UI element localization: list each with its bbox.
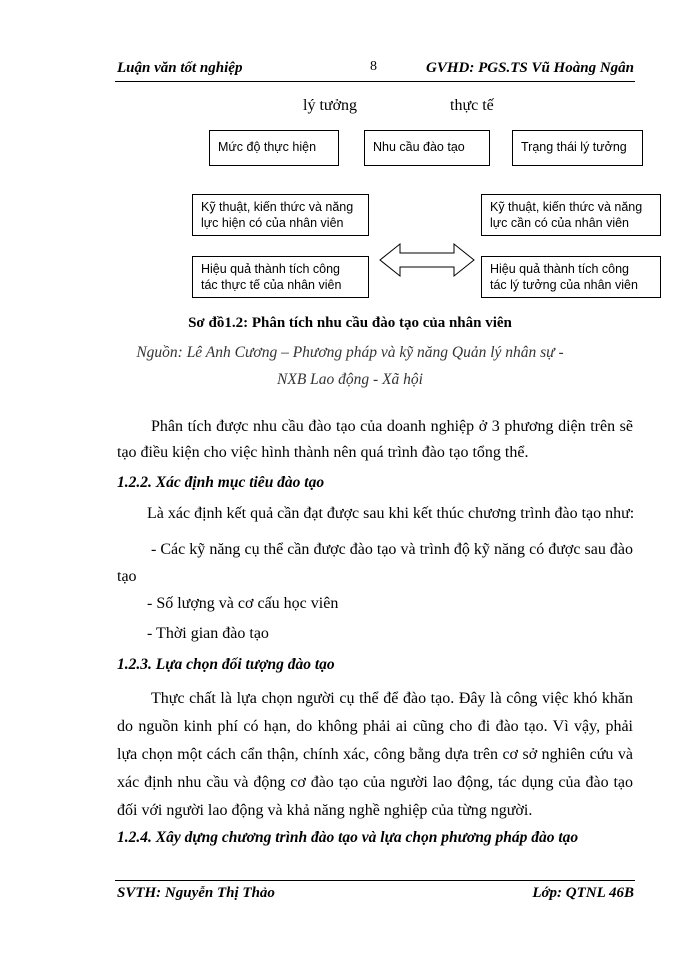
diagram-label-ideal: lý tưởng — [303, 97, 358, 114]
section-1-2-2-title: 1.2.2. Xác định mục tiêu đào tạo — [117, 474, 325, 491]
box-current-skills — [192, 194, 369, 236]
footer-student: SVTH: Nguyễn Thị Thảo — [117, 885, 275, 901]
box-actual-performance-line1: Hiệu quả thành tích công — [201, 262, 340, 276]
box-required-skills-line2: lực cần có của nhân viên — [490, 216, 630, 230]
page-number: 8 — [370, 59, 377, 74]
box-actual-performance-line2: tác thực tế của nhân viên — [201, 278, 342, 292]
header-title: Luận văn tốt nghiệp — [117, 60, 243, 76]
box-ideal-state — [512, 130, 643, 166]
section-1-2-3-paragraph: Thực chất là lựa chọn người cụ thể để đào tạo. Đây là công việc khó khăn do nguồn kinh phí có hạn, do không phải ai cũng cho đi đào tạo. Vì vậy, phải lựa chọn một cách cẩn thận, chính xác, công bằng dựa trên cơ sở nghiên cứu và xác định nhu cầu và động cơ đào tạo của người lao động, tác dụng của đào tạo đối với người lao động và khả năng nghề nghiệp của từng người. — [117, 690, 633, 819]
section-1-2-2-item-students: - Số lượng và cơ cấu học viên — [147, 595, 339, 612]
section-1-2-3-title: 1.2.3. Lựa chọn đối tượng đào tạo — [117, 656, 335, 673]
box-performance-level-text: Mức độ thực hiện — [218, 140, 317, 154]
footer-rule — [115, 880, 635, 881]
box-ideal-state-text: Trạng thái lý tưởng — [521, 140, 627, 154]
double-arrow-icon — [378, 240, 476, 280]
box-actual-performance — [192, 256, 369, 298]
footer-class: Lớp: QTNL 46B — [532, 885, 634, 901]
box-ideal-performance — [481, 256, 661, 298]
diagram-label-actual: thực tế — [450, 97, 494, 114]
box-training-needs — [364, 130, 490, 166]
box-required-skills-line1: Kỹ thuật, kiến thức và năng — [490, 200, 643, 214]
box-current-skills-line2: lực hiện có của nhân viên — [201, 216, 344, 230]
intro-paragraph: Phân tích được nhu cầu đào tạo của doanh nghiệp ở 3 phương diện trên sẽ tạo điều kiện cho việc hình thành nên quá trình đào tạo tổng thể. — [117, 418, 633, 461]
section-1-2-2-intro: Là xác định kết quả cần đạt được sau khi kết thúc chương trình đào tạo như: — [147, 505, 635, 522]
section-1-2-2-item-skills: - Các kỹ năng cụ thể cần được đào tạo và trình độ kỹ năng có được sau đào tạo — [117, 541, 633, 585]
box-required-skills — [481, 194, 661, 236]
box-ideal-performance-line2: tác lý tưởng của nhân viên — [490, 278, 638, 292]
header-rule — [115, 81, 635, 82]
box-performance-level — [209, 130, 339, 166]
section-1-2-4-title: 1.2.4. Xây dựng chương trình đào tạo và lựa chọn phương pháp đào tạo — [117, 829, 579, 846]
header-supervisor: GVHD: PGS.TS Vũ Hoàng Ngân — [426, 60, 634, 76]
diagram-source-line1: Nguồn: Lê Anh Cương – Phương pháp và kỹ năng Quản lý nhân sự - — [136, 344, 564, 361]
diagram-caption: Sơ đồ1.2: Phân tích nhu cầu đào tạo của nhân viên — [188, 315, 512, 331]
box-training-needs-text: Nhu cầu đào tạo — [373, 140, 465, 154]
section-1-2-2-item-time: - Thời gian đào tạo — [147, 625, 269, 642]
box-current-skills-line1: Kỹ thuật, kiến thức và năng — [201, 200, 354, 214]
diagram-source-line2: NXB Lao động - Xã hội — [277, 371, 423, 388]
box-ideal-performance-line1: Hiệu quả thành tích công — [490, 262, 629, 276]
